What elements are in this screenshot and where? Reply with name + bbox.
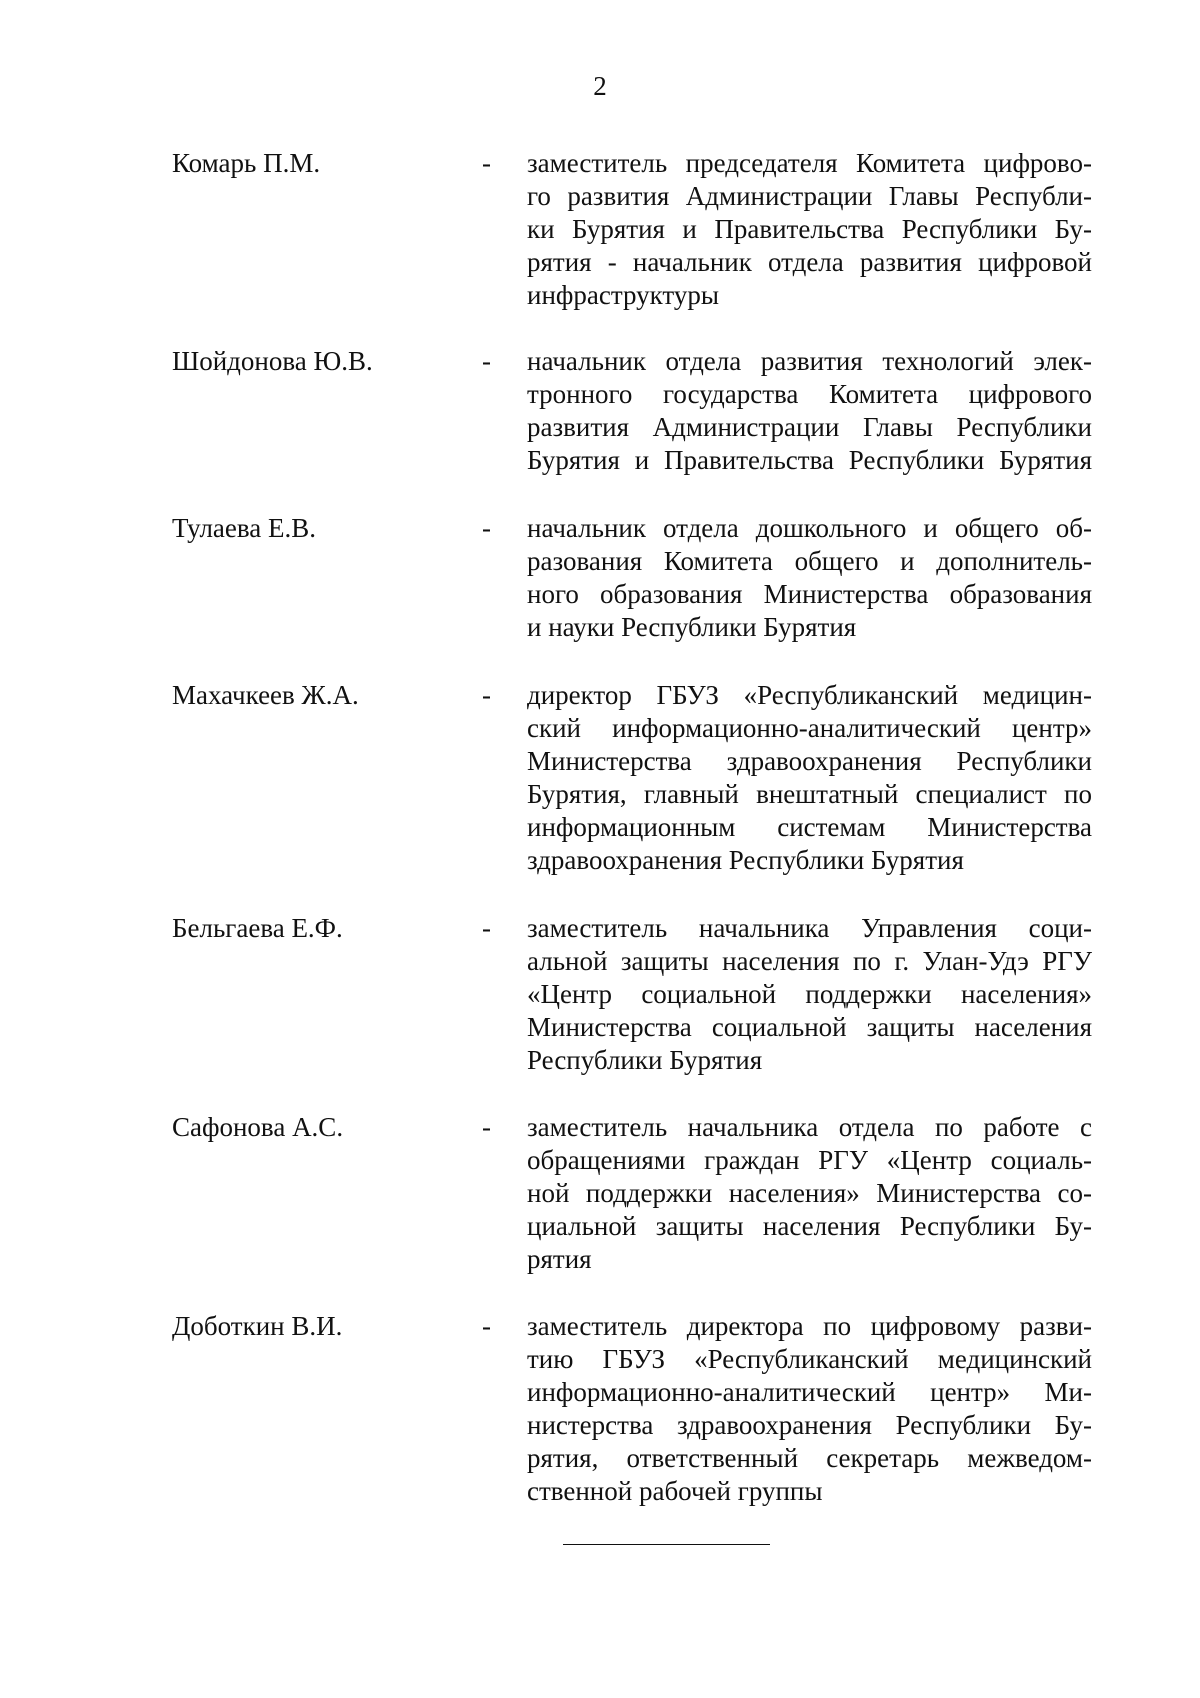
position-line: ский информационно-аналитический центр» bbox=[527, 713, 1092, 743]
position-line: нистерства здравоохранения Республики Бу- bbox=[527, 1410, 1092, 1440]
member-position bbox=[527, 345, 1092, 477]
member-name: Доботкин В.И. bbox=[172, 1311, 343, 1341]
member-position bbox=[527, 1111, 1092, 1276]
position-line: директор ГБУЗ «Республиканский медицин- bbox=[527, 680, 1092, 710]
member-position bbox=[527, 679, 1092, 877]
position-line: начальник отдела дошкольного и общего об- bbox=[527, 513, 1092, 543]
member-name: Тулаева Е.В. bbox=[172, 513, 317, 543]
position-line: Бурятия, главный внештатный специалист по bbox=[527, 779, 1092, 809]
position-line: ного образования Министерства образования bbox=[527, 579, 1092, 609]
position-line: ки Бурятия и Правительства Республики Бу- bbox=[527, 214, 1092, 244]
position-line: заместитель начальника отдела по работе с bbox=[527, 1112, 1092, 1142]
member-name: Сафонова А.С. bbox=[172, 1112, 344, 1142]
position-line: информационным системам Министерства bbox=[527, 812, 1092, 842]
position-line: тронного государства Комитета цифрового bbox=[527, 379, 1092, 409]
member-position bbox=[527, 912, 1092, 1077]
position-line: начальник отдела развития технологий элек- bbox=[527, 346, 1092, 376]
position-line: заместитель председателя Комитета цифрово- bbox=[527, 148, 1092, 178]
position-line: «Центр социальной поддержки населения» bbox=[527, 979, 1092, 1009]
member-dash: - bbox=[482, 1311, 491, 1341]
member-position bbox=[527, 512, 1092, 644]
member-name: Махачкеев Ж.А. bbox=[172, 680, 359, 710]
position-line: циальной защиты населения Республики Бу- bbox=[527, 1211, 1092, 1241]
position-line: тию ГБУЗ «Республиканский медицинский bbox=[527, 1344, 1092, 1374]
position-line: информационно-аналитический центр» Ми- bbox=[527, 1377, 1092, 1407]
position-line: рятия, ответственный секретарь межведом- bbox=[527, 1443, 1092, 1473]
member-dash: - bbox=[482, 148, 491, 178]
page-number: 2 bbox=[593, 71, 607, 101]
position-line: заместитель директора по цифровому разви- bbox=[527, 1311, 1092, 1341]
position-line: Министерства здравоохранения Республики bbox=[527, 746, 1092, 776]
member-position bbox=[527, 147, 1092, 312]
position-line: и науки Республики Бурятия bbox=[527, 612, 857, 642]
position-line: рятия bbox=[527, 1244, 592, 1274]
position-line: заместитель начальника Управления соци- bbox=[527, 913, 1092, 943]
position-line: развития Администрации Главы Республики bbox=[527, 412, 1092, 442]
member-name: Бельгаева Е.Ф. bbox=[172, 913, 343, 943]
member-position bbox=[527, 1310, 1092, 1508]
member-dash: - bbox=[482, 513, 491, 543]
closing-rule bbox=[563, 1544, 770, 1545]
position-line: го развития Администрации Главы Республи- bbox=[527, 181, 1092, 211]
member-dash: - bbox=[482, 680, 491, 710]
position-line: альной защиты населения по г. Улан-Удэ РГУ bbox=[527, 946, 1092, 976]
position-line: ной поддержки населения» Министерства со- bbox=[527, 1178, 1092, 1208]
position-line: инфраструктуры bbox=[527, 280, 719, 310]
member-name: Комарь П.М. bbox=[172, 148, 321, 178]
position-line: Министерства социальной защиты населения bbox=[527, 1012, 1092, 1042]
member-dash: - bbox=[482, 1112, 491, 1142]
member-name: Шойдонова Ю.В. bbox=[172, 346, 373, 376]
position-line: Бурятия и Правительства Республики Бурятия bbox=[527, 445, 1092, 475]
position-line: обращениями граждан РГУ «Центр социаль- bbox=[527, 1145, 1092, 1175]
position-line: разования Комитета общего и дополнитель- bbox=[527, 546, 1092, 576]
member-dash: - bbox=[482, 913, 491, 943]
member-dash: - bbox=[482, 346, 491, 376]
position-line: ственной рабочей группы bbox=[527, 1476, 823, 1506]
position-line: здравоохранения Республики Бурятия bbox=[527, 845, 964, 875]
position-line: рятия - начальник отдела развития цифровой bbox=[527, 247, 1092, 277]
position-line: Республики Бурятия bbox=[527, 1045, 763, 1075]
